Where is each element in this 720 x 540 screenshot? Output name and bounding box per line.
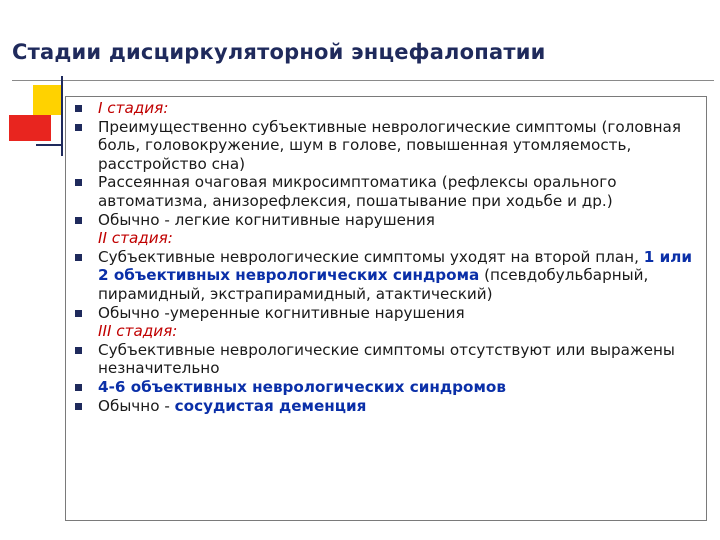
content-box (65, 96, 707, 521)
list-item (66, 118, 706, 174)
square-bullet-icon (75, 310, 82, 317)
item-text: Субъективные неврологические симптомы уходят на второй план, (98, 247, 644, 266)
list-item (66, 378, 706, 397)
item-text: Преимущественно субъективные неврологические симптомы (головная боль, головокружение, шум в голове, повышенная утомляемость, расстройство сна) (98, 117, 681, 173)
stage-heading: I стадия: (98, 99, 169, 117)
list-item (66, 211, 706, 248)
square-bullet-icon (75, 384, 82, 391)
item-text: Обычно - (98, 396, 175, 415)
red-square-decoration (9, 115, 51, 141)
list-item (66, 397, 706, 416)
item-emphasis: сосудистая деменция (174, 396, 367, 415)
square-bullet-icon (75, 403, 82, 410)
yellow-square-decoration (33, 85, 63, 115)
title-divider (12, 80, 714, 81)
list-item (66, 304, 706, 341)
item-text: Обычно -умеренные когнитивные нарушения (98, 303, 465, 322)
item-emphasis: 4-6 объективных неврологических синдромов (98, 377, 506, 396)
page-title: Стадии дисциркуляторной энцефалопатии (12, 40, 546, 64)
list-item (66, 173, 706, 210)
square-bullet-icon (75, 124, 82, 131)
square-bullet-icon (75, 254, 82, 261)
stage-heading: III стадия: (98, 322, 178, 341)
square-bullet-icon (75, 179, 82, 186)
stages-list (66, 99, 706, 415)
square-bullet-icon (75, 347, 82, 354)
horizontal-line-decoration (36, 144, 62, 146)
square-bullet-icon (75, 217, 82, 224)
list-item (66, 341, 706, 378)
item-text: Обычно - легкие когнитивные нарушения (98, 210, 435, 229)
square-bullet-icon (75, 105, 82, 112)
list-item (66, 99, 706, 118)
item-text: (псевдобульбарный, пирамидный, экстрапирамидный, атактический) (98, 266, 649, 303)
item-text: Рассеянная очаговая микросимптоматика (рефлексы орального автоматизма, анизорефлексия, пошатывание при ходьбе и др.) (98, 173, 617, 210)
stage-heading: II стадия: (98, 229, 173, 248)
item-emphasis: 1 или 2 объективных неврологических синдрома (98, 247, 693, 285)
item-text: Субъективные неврологические симптомы отсутствуют или выражены незначительно (98, 340, 675, 378)
list-item (66, 248, 706, 304)
